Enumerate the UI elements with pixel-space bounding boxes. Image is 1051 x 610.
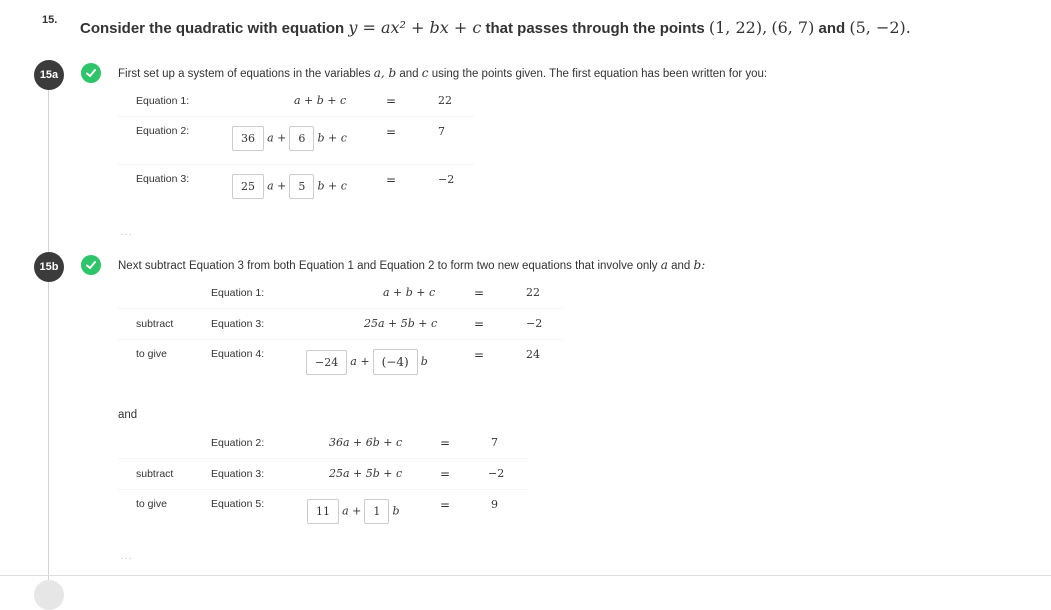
- a-symbol: a +: [342, 504, 362, 518]
- equals-sign: =: [440, 498, 451, 512]
- equals-sign: =: [440, 436, 451, 450]
- more-steps-indicator[interactable]: ···: [120, 229, 133, 240]
- equation-row: [118, 428, 528, 458]
- part-a-instruction: [118, 66, 767, 80]
- section-divider: [0, 575, 1051, 576]
- progress-rail: [48, 85, 49, 580]
- equation-expr: a + b + c: [294, 94, 347, 107]
- check-icon: [81, 255, 101, 275]
- equation-expr: [306, 349, 428, 375]
- equals-sign: =: [474, 286, 485, 300]
- coefficient-a-input[interactable]: 11: [307, 499, 339, 524]
- equation-value: 9: [491, 498, 498, 511]
- row-label: subtract: [136, 468, 174, 480]
- question-and: and: [818, 20, 846, 37]
- equation-label: Equation 3:: [136, 173, 190, 185]
- coefficient-a-input[interactable]: 36: [232, 126, 264, 151]
- subtraction-panel-2: [118, 428, 528, 538]
- coefficient-b-input[interactable]: 1: [364, 499, 389, 524]
- equation-expr: 36a + 6b + c: [329, 436, 403, 449]
- equation-value: 7: [491, 436, 498, 449]
- equals-sign: =: [440, 467, 451, 481]
- instruction-var-c: c: [421, 66, 429, 80]
- question-equation: y = ax² + bx + c: [348, 18, 482, 37]
- question-middle: that passes through the points: [485, 20, 705, 37]
- equations-panel-a: [118, 86, 474, 212]
- instruction-text-2: using the points given. The first equation has been written for you:: [431, 68, 768, 80]
- equation-value: −2: [488, 467, 505, 480]
- b-symbol: b: [420, 354, 428, 368]
- question-text: [80, 18, 911, 37]
- coefficient-a-input[interactable]: −24: [306, 350, 347, 375]
- equation-expr: [232, 126, 347, 151]
- check-icon: [81, 63, 101, 83]
- equation-label: Equation 1:: [211, 287, 265, 299]
- equation-label: Equation 2:: [211, 437, 265, 449]
- a-symbol: a +: [267, 131, 287, 145]
- equation-label: Equation 5:: [211, 498, 265, 510]
- equation-label: Equation 3:: [211, 318, 265, 330]
- instruction-var-a: a: [660, 258, 668, 272]
- point-1: (1, 22),: [708, 18, 768, 37]
- row-label: to give: [136, 348, 167, 360]
- equation-row: [118, 117, 474, 164]
- part-b-instruction: [118, 258, 705, 272]
- equals-sign: =: [474, 348, 485, 362]
- equals-sign: =: [386, 173, 397, 187]
- coefficient-b-input[interactable]: 6: [289, 126, 314, 151]
- instruction-text: Next subtract Equation 3 from both Equation 1 and Equation 2 to form two new equations that involve only: [118, 260, 658, 272]
- a-symbol: a +: [350, 354, 370, 368]
- more-steps-indicator[interactable]: ···: [120, 553, 133, 564]
- equation-value: 22: [526, 286, 540, 299]
- equals-sign: =: [386, 94, 397, 108]
- row-label: subtract: [136, 318, 174, 330]
- equals-sign: =: [474, 317, 485, 331]
- equation-row: [118, 165, 474, 212]
- next-part-badge: [34, 580, 64, 610]
- subtraction-panel-1: [118, 278, 563, 390]
- equation-row: [118, 86, 474, 116]
- and-text: and: [118, 409, 138, 421]
- equation-label: Equation 2:: [136, 125, 190, 137]
- equation-label: Equation 1:: [136, 95, 190, 107]
- instruction-text: First set up a system of equations in the variables: [118, 68, 371, 80]
- part-badge-15b[interactable]: 15b: [34, 252, 64, 282]
- equation-expr: [232, 174, 347, 199]
- point-3: (5, −2).: [849, 18, 911, 37]
- equation-expr: 25a + 5b + c: [329, 467, 403, 480]
- point-2: (6, 7): [771, 18, 815, 37]
- a-symbol: a +: [267, 179, 287, 193]
- equation-row: [118, 309, 563, 339]
- question-prefix: Consider the quadratic with equation: [80, 20, 345, 37]
- instruction-and: and: [671, 260, 691, 272]
- question-number: 15.: [42, 14, 58, 26]
- equation-row: [118, 340, 563, 390]
- coefficient-a-input[interactable]: 25: [232, 174, 264, 199]
- b-symbol: b + c: [317, 131, 347, 145]
- part-badge-15a[interactable]: 15a: [34, 60, 64, 90]
- row-label: to give: [136, 498, 167, 510]
- equation-row: [118, 459, 528, 489]
- instruction-vars: a, b: [373, 66, 397, 80]
- equation-expr: [307, 499, 400, 524]
- equation-label: Equation 3:: [211, 468, 265, 480]
- equation-expr: a + b + c: [383, 286, 436, 299]
- equation-value: 22: [438, 94, 452, 107]
- instruction-var-b: b:: [693, 258, 706, 272]
- equation-label: Equation 4:: [211, 348, 265, 360]
- equation-row: [118, 278, 563, 308]
- instruction-and: and: [399, 68, 419, 80]
- equation-value: −2: [438, 173, 455, 186]
- equation-row: [118, 490, 528, 538]
- equation-value: 24: [526, 348, 540, 361]
- b-symbol: b + c: [317, 179, 347, 193]
- equation-value: 7: [438, 125, 445, 138]
- equation-value: −2: [526, 317, 543, 330]
- equals-sign: =: [386, 125, 397, 139]
- equation-expr: 25a + 5b + c: [364, 317, 438, 330]
- coefficient-b-input[interactable]: 5: [289, 174, 314, 199]
- b-symbol: b: [392, 504, 400, 518]
- coefficient-b-input[interactable]: (−4): [373, 349, 418, 375]
